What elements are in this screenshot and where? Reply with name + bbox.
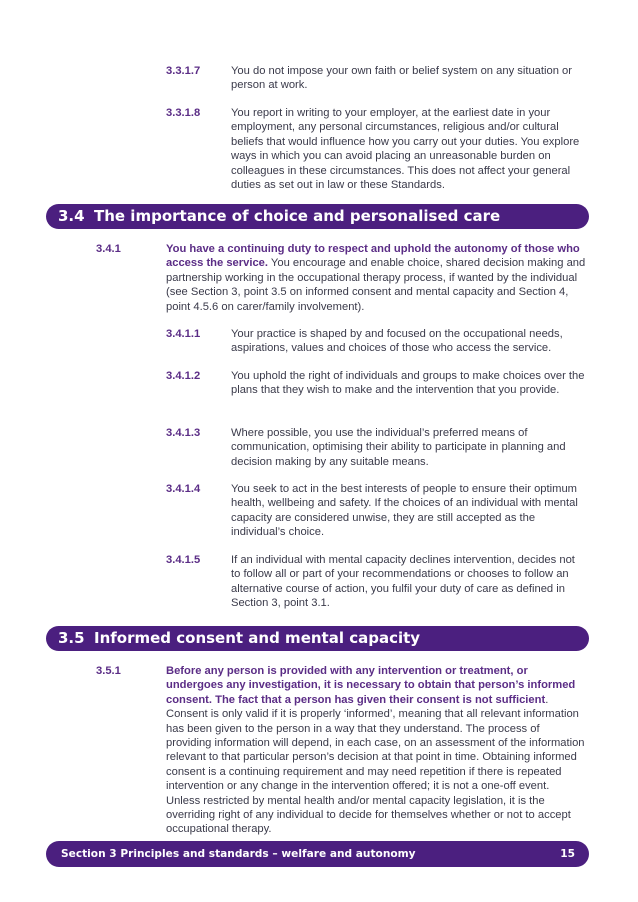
item-number: 3.3.1.7 (166, 65, 201, 77)
item-number: 3.4.1.2 (166, 370, 201, 382)
section-title: Informed consent and mental capacity (94, 629, 421, 647)
item-text: Where possible, you use the individual’s preferred means of communication, optimising their ability to participate in planning and decision making by any suitable means. (231, 427, 566, 468)
section-heading-3-4 (46, 204, 589, 229)
item-number: 3.4.1.1 (166, 328, 201, 340)
paragraph-text (166, 664, 586, 837)
item-text: If an individual with mental capacity declines intervention, decides not to follow all or part of your recommendations or chooses to follow an alternative course of action, you fulfil your duty of care as defined in Section 3, point 3.1. (231, 554, 575, 610)
paragraph-lead: You have a continuing duty to respect and uphold the autonomy of those who access the service. (166, 243, 580, 270)
item-text: You seek to act in the best interests of people to ensure their optimum health, wellbeing and safety. If the choices of an individual with mental capacity are considered unwise, they are still accepted as the individual’s choice. (231, 483, 578, 539)
item-number: 3.3.1.8 (166, 107, 201, 119)
item-number: 3.4.1.5 (166, 554, 201, 566)
paragraph-lead: Before any person is provided with any intervention or treatment, or undergoes any investigation, it is necessary to obtain that person’s informed consent. The fact that a person has given their consent is not sufficient (166, 665, 576, 706)
section-number: 3.4 (58, 207, 85, 225)
paragraph-body: You encourage and enable choice, shared decision making and partnership working in the occupational therapy process, if wanted by the individual (see Section 3, point 3.5 on informed consent and mental capacity and Section 4, point 4.5.6 on carer/family involvement). (166, 257, 586, 313)
paragraph-text (166, 242, 586, 314)
paragraph-number: 3.4.1 (96, 243, 121, 255)
footer-section-title: Section 3 Principles and standards – welfare and autonomy (61, 848, 416, 860)
paragraph-body: . Consent is only valid if it is properly ‘informed’, meaning that all relevant information has been given to the person in a way that they understand. The process of providing information will depend, in each case, on an assessment of the information relevant to that particular person’s decision at that point in time. Obtaining informed consent is a continuing requirement and may need repetition if there is repeated intervention or any change in the intervention offered; it is not a one-off event. Unless restricted by mental health and/or mental capacity legislation, it is the overriding right of any individual to decide for themselves whether or not to accept occupational therapy. (166, 693, 585, 836)
item-number: 3.4.1.3 (166, 427, 201, 439)
section-heading-3-5 (46, 626, 589, 651)
item-text: You do not impose your own faith or belief system on any situation or person at work. (231, 65, 572, 92)
item-text: You report in writing to your employer, at the earliest date in your employment, any personal circumstances, religious and/or cultural beliefs that would influence how you carry out your duties. You explore ways in which you can avoid placing an unreasonable burden on colleagues in these circumstances. This does not affect your general duties as set out in law or these Standards. (231, 107, 580, 192)
item-number: 3.4.1.4 (166, 483, 201, 495)
page-number: 15 (560, 848, 575, 860)
item-text: Your practice is shaped by and focused on the occupational needs, aspirations, values and choices of those who access the service. (231, 328, 563, 355)
page-footer (46, 841, 589, 867)
section-number: 3.5 (58, 629, 85, 647)
section-title: The importance of choice and personalised care (94, 207, 501, 225)
paragraph-number: 3.5.1 (96, 665, 121, 677)
item-text: You uphold the right of individuals and groups to make choices over the plans that they wish to make and the intervention that you provide. (231, 370, 585, 397)
